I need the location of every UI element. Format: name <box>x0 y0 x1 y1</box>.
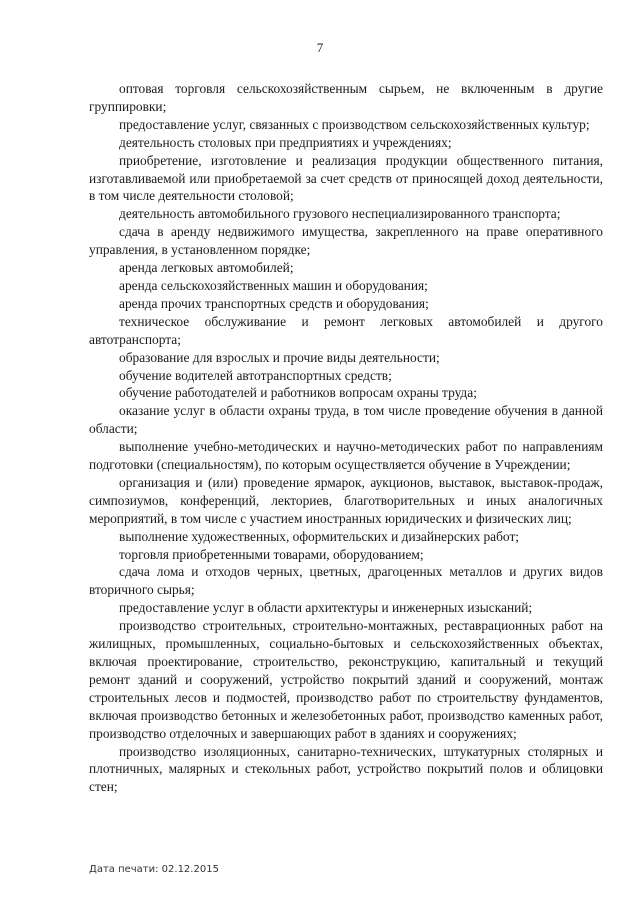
page-number: 7 <box>316 40 324 55</box>
paragraph: сдача в аренду недвижимого имущества, закрепленного на праве оперативного управления, в установленном порядке; <box>89 224 603 258</box>
paragraph: деятельность столовых при предприятиях и учреждениях; <box>119 134 452 150</box>
paragraph: техническое обслуживание и ремонт легковых автомобилей и другого автотранспорта; <box>89 313 603 347</box>
paragraph: образование для взрослых и прочие виды деятельности; <box>119 349 440 365</box>
paragraph: производство строительных, строительно-монтажных, реставрационных работ на жилищных, промышленных, социально-бытовых и сельскохозяйственных объектах, включая проектирование, строительство, реконструкцию, капитальный и текущий ремонт зданий и сооружений, устройство покрытий зданий и сооружений, монтаж строительных лесов и подмостей, производство работ по строительству фундаментов, включая производство бетонных и железобетонных работ, производство каменных работ, производство отделочных и завершающих работ в зданиях и сооружениях; <box>89 618 603 741</box>
paragraph: организация и (или) проведение ярмарок, аукционов, выставок, выставок-продаж, симпозиумов, конференций, лекториев, благотворительных и иных аналогичных мероприятий, в том числе с участием иностранных юридических и физических лиц; <box>89 474 603 526</box>
paragraph: производство изоляционных, санитарно-технических, штукатурных столярных и плотничных, малярных и стекольных работ, устройство покрытий полов и облицовки стен; <box>89 743 603 795</box>
paragraph: торговля приобретенными товарами, оборудованием; <box>119 546 424 562</box>
paragraph: аренда прочих транспортных средств и оборудования; <box>119 295 429 311</box>
paragraph: приобретение, изготовление и реализация продукции общественного питания, изготавливаемой или приобретаемой за счет средств от приносящей доход деятельности, в том числе деятельности столовой; <box>89 152 603 204</box>
paragraph: предоставление услуг, связанных с производством сельскохозяйственных культур; <box>119 116 590 132</box>
paragraph: выполнение художественных, оформительских и дизайнерских работ; <box>119 528 520 544</box>
paragraph: обучение работодателей и работников вопросам охраны труда; <box>119 385 477 401</box>
paragraph: оказание услуг в области охраны труда, в том числе проведение обучения в данной области; <box>89 403 603 437</box>
paragraph: предоставление услуг в области архитектуры и инженерных изысканий; <box>119 600 533 616</box>
document-body <box>89 80 603 796</box>
print-date-footer: Дата печати: 02.12.2015 <box>89 864 219 875</box>
paragraph: оптовая торговля сельскохозяйственным сырьем, не включенным в другие группировки; <box>89 81 603 114</box>
paragraph: обучение водителей автотранспортных средств; <box>119 367 392 383</box>
paragraph: выполнение учебно-методических и научно-методических работ по направлениям подготовки (специальностям), по которым осуществляется обучение в Учреждении; <box>89 439 603 473</box>
paragraph: деятельность автомобильного грузового неспециализированного транспорта; <box>119 206 561 222</box>
paragraph: сдача лома и отходов черных, цветных, драгоценных металлов и других видов вторичного сырья; <box>89 564 603 598</box>
paragraph: аренда сельскохозяйственных машин и оборудования; <box>119 277 428 293</box>
paragraph: аренда легковых автомобилей; <box>119 260 294 276</box>
